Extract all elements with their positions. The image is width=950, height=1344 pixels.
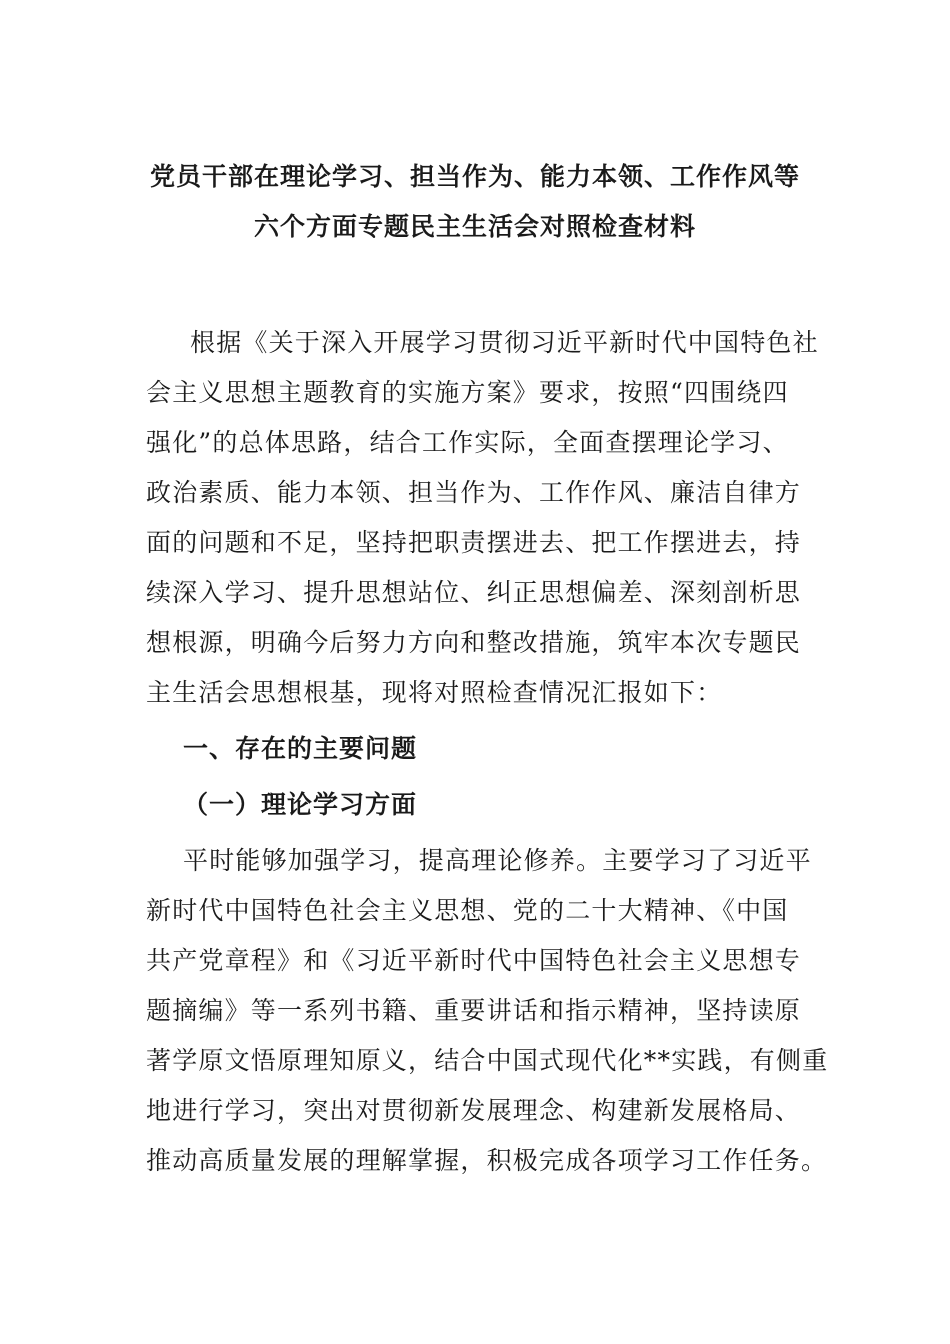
intro-paragraph-line: 政治素质、能力本领、担当作为、工作作风、廉洁自律方 <box>146 478 802 507</box>
subsection-heading-theory-study: （一）理论学习方面 <box>183 790 418 819</box>
intro-paragraph-line: 想根源，明确今后努力方向和整改措施，筑牢本次专题民 <box>146 628 802 657</box>
intro-paragraph-line: 强化”的总体思路，结合工作实际，全面查摆理论学习、 <box>146 428 789 457</box>
section-paragraph-line: 地进行学习，突出对贯彻新发展理念、构建新发展格局、 <box>146 1096 802 1125</box>
intro-paragraph-line: 根据《关于深入开展学习贯彻习近平新时代中国特色社 <box>190 328 819 357</box>
intro-paragraph-line: 主生活会思想根基，现将对照检查情况汇报如下： <box>146 678 723 707</box>
document-title-line-2: 六个方面专题民主生活会对照检查材料 <box>253 212 696 241</box>
section-paragraph-line: 题摘编》等一系列书籍、重要讲话和指示精神，坚持读原 <box>146 996 802 1025</box>
intro-paragraph-line: 面的问题和不足，坚持把职责摆进去、把工作摆进去，持 <box>146 528 802 557</box>
section-paragraph-line: 共产党章程》和《习近平新时代中国特色社会主义思想专 <box>146 946 802 975</box>
section-heading-main-problems: 一、存在的主要问题 <box>183 734 418 763</box>
section-paragraph-line: 著学原文悟原理知原义，结合中国式现代化**实践，有侧重 <box>146 1046 829 1075</box>
section-paragraph-line: 推动高质量发展的理解掌握，积极完成各项学习工作任务。 <box>146 1146 828 1175</box>
document-title-line-1: 党员干部在理论学习、担当作为、能力本领、工作作风等 <box>149 162 800 191</box>
intro-paragraph-line: 续深入学习、提升思想站位、纠正思想偏差、深刻剖析思 <box>146 578 802 607</box>
section-paragraph-line: 平时能够加强学习，提高理论修养。主要学习了习近平 <box>183 846 812 875</box>
section-paragraph-line: 新时代中国特色社会主义思想、党的二十大精神、《中国 <box>146 896 789 925</box>
intro-paragraph-line: 会主义思想主题教育的实施方案》要求，按照“四围绕四 <box>146 378 789 407</box>
